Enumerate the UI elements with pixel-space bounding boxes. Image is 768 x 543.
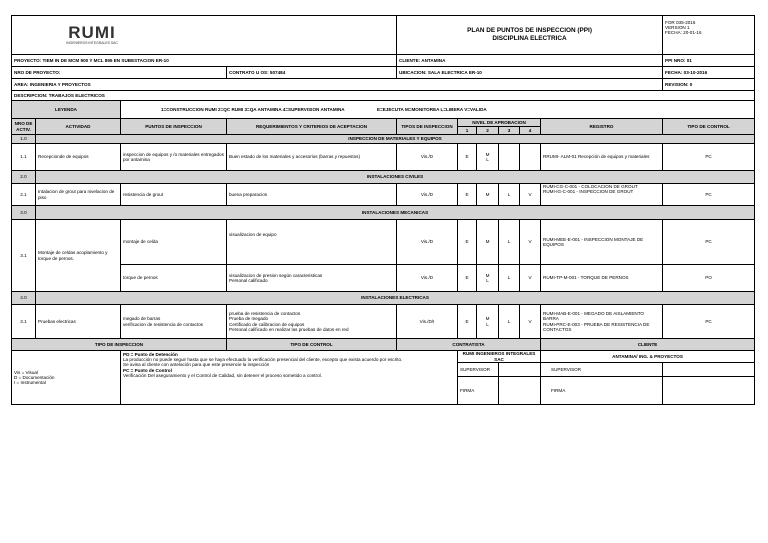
- row-control: PC: [663, 184, 755, 206]
- footer-contratista-name: RUMI INGENIEROS INTEGRALES SAC: [458, 351, 541, 363]
- section-title: INSTALACIONES CIVILES: [36, 171, 755, 184]
- contrato-field: CONTRATO U OS: 507484: [227, 67, 397, 79]
- doc-version: VERSION 1: [665, 25, 690, 31]
- company-logo: [12, 18, 172, 52]
- proyecto-field: PROYECTO: TIEM IN DE MCM 900 Y MCL 895 EN SUBESTACION ER-10: [12, 55, 397, 67]
- row-n2: M: [477, 184, 499, 206]
- row-requerimientos: buena preparacion: [227, 184, 397, 206]
- col-nivel-1: 1: [458, 127, 477, 135]
- ppi-sheet: [11, 15, 754, 405]
- cliente-firma-field[interactable]: [663, 377, 755, 405]
- row-n4: V: [520, 265, 541, 292]
- row-n3: L: [499, 220, 520, 265]
- row-puntos: resistencia de grout: [121, 184, 227, 206]
- contratista-firma-field[interactable]: [499, 377, 541, 405]
- title-line-1: PLAN DE PUNTOS DE INSPECCION (PPI): [467, 27, 592, 34]
- logo-title-cell: [12, 16, 397, 55]
- logo-subtitle: INGENIEROS INTEGRALES SAC: [66, 41, 118, 45]
- row-n3: [499, 144, 520, 171]
- doc-code: FOR 035-2016: [665, 20, 696, 25]
- doc-date: FECHA: 20-01-16: [665, 30, 702, 36]
- col-tipos: TIPOS DE INSPECCION: [397, 119, 458, 135]
- row-puntos: inspeccion de equipos y /o materiales entregados por antamina: [121, 144, 227, 171]
- footer-cliente-name: ANTAMINA/ ING. & PROYECTOS: [541, 351, 755, 363]
- ppi-table: [11, 15, 755, 405]
- pc-title: PC = Punto de Control: [123, 367, 172, 373]
- row-n3: L: [499, 305, 520, 339]
- row-n1: E: [458, 184, 477, 206]
- footer-cliente-label: CLIENTE: [541, 339, 755, 351]
- col-nivel-2: 2: [477, 127, 499, 135]
- col-actividad: ACTIVIDAD: [36, 119, 121, 135]
- row-tipo: Vis./D: [397, 144, 458, 171]
- descripcion-field: DESCRIPCION: TRABAJOS ELECTRICOS: [12, 91, 755, 101]
- section-title: INSTALACIONES MECANICAS: [36, 206, 755, 220]
- row-n4: V: [520, 305, 541, 339]
- row-actividad: Pruebas electricas: [36, 305, 121, 339]
- nro-proyecto-field: NRO DE PROYECTO:: [12, 67, 227, 79]
- cliente-field: CLIENTE: ANTAMINA: [397, 55, 663, 67]
- row-n1: E: [458, 220, 477, 265]
- pd-text: La producción no puede seguir hasta que se haya efectuado la verificación presencial del cliente, excepto que exista acuerdo por escrito. Se avisa al cliente con antelación para que este presencie la inspección: [123, 357, 403, 368]
- row-control: PC: [663, 220, 755, 265]
- col-puntos: PUNTOS DE INSPECCION: [121, 119, 227, 135]
- area-field: AREA: INGENIERIA Y PROYECTOS: [12, 79, 663, 91]
- row-n2: M L: [477, 305, 499, 339]
- section-title: INSPECCION DE MATERIALES Y EQUIPOS: [36, 135, 755, 144]
- row-requerimientos: visualizacion de equipo: [227, 220, 397, 265]
- row-n2: M L: [477, 144, 499, 171]
- pc-text: Verificación Del aseguramiento y el Control de Calidad, sin detener el proceso sometido a control.: [123, 372, 322, 378]
- footer-tipo-control-text: [121, 351, 458, 405]
- section-num: 1.0: [12, 135, 36, 144]
- row-registro: RUMI-CG-C-001 - COLOCACION DE GROUT RUMI-IG-C-001 - INSPECCION DE GROUT: [541, 184, 663, 206]
- leyenda-label: LEYENDA: [12, 101, 121, 119]
- cliente-firma-label: FIRMA: [541, 377, 663, 405]
- footer-tipo-control-label: TIPO DE CONTROL: [227, 339, 397, 351]
- row-puntos: torque de pernos: [121, 265, 227, 292]
- row-actividad: Recepcionde de equipos: [36, 144, 121, 171]
- row-tipo: Vis./D: [397, 184, 458, 206]
- leyenda-roles: 1=CONSTRUCCION RUMI 2=QC RUMI 3=QA ANTAMINA 4=SUPERVISION ANTAMINA: [161, 106, 345, 112]
- row-requerimientos: prueba de resistencia de contactos Prueba de megado Certificado de calibracion de equipos Personal calificado en realizar las pruebas de datos en red: [227, 305, 397, 339]
- title-line-2: DISCIPLINA ELECTRICA: [492, 35, 567, 42]
- ubicacion-field: UBICACION: SALA ELECTRICA ER-10: [397, 67, 663, 79]
- row-puntos: montaje de celda: [121, 220, 227, 265]
- section-title: INSTALACIONES ELECTRICAS: [36, 292, 755, 305]
- row-n1: E: [458, 305, 477, 339]
- contratista-supervisor-field[interactable]: [499, 363, 541, 377]
- page-title: [397, 16, 663, 55]
- row-control: PO: [663, 265, 755, 292]
- row-requerimientos: visualizacion de presion según caracteristicas Personal calificado: [227, 265, 397, 292]
- row-tipo: Vis./D: [397, 265, 458, 292]
- row-n2: M L: [477, 265, 499, 292]
- row-nro: 3.1: [12, 305, 36, 339]
- leyenda-text: [121, 101, 755, 119]
- footer-tipo-inspeccion-label: TIPO DE INSPECCION: [12, 339, 227, 351]
- leyenda-actions: E=EJECUTA M=MONITOREA L=LIBERA V=VALIDA: [377, 106, 487, 112]
- row-n1: E: [458, 144, 477, 171]
- row-control: PC: [663, 305, 755, 339]
- section-num: 4.0: [12, 292, 36, 305]
- pd-title: PD = Punto de Detención: [123, 352, 178, 357]
- row-control: PC: [663, 144, 755, 171]
- col-nivel-4: 4: [520, 127, 541, 135]
- row-registro: RUMI-MAB-E-001 - MEGADO DE AISLAMIENTO BARRA RUMI-PRC-E-003 - PRUEBA DE RESISTENCIA DE CONTACTOS: [541, 305, 663, 339]
- contratista-supervisor-label: SUPERVISOR: [458, 363, 499, 377]
- row-actividad: Montaje de celdas acoplamiento y torque de pernos.: [36, 220, 121, 292]
- contratista-firma-label: FIRMA: [458, 377, 499, 405]
- row-n4: [520, 144, 541, 171]
- revision-field: REVISION: 0: [663, 79, 755, 91]
- row-n2: M: [477, 220, 499, 265]
- row-n4: V: [520, 220, 541, 265]
- row-requerimientos: Buen estado de los materiales y accesorios (barras y repuestos): [227, 144, 397, 171]
- row-registro: RUMI-TP-M-001 - TORQUE DE PERNOS: [541, 265, 663, 292]
- footer-tipo-inspeccion-text: Vis = Visual D = Documentación I = Instrumental: [12, 351, 121, 405]
- row-tipo: Vis./D/I: [397, 305, 458, 339]
- row-puntos: megado de barras verificacion de resistencia de contactos: [121, 305, 227, 339]
- col-nivel-3: 3: [499, 127, 520, 135]
- row-nro: 1.1: [12, 144, 36, 171]
- col-requerimientos: REQUERIMIENTOS Y CRITERIOS DE ACEPTACION: [227, 119, 397, 135]
- row-nro: 3.1: [12, 220, 36, 292]
- row-n3: L: [499, 265, 520, 292]
- row-n1: E: [458, 265, 477, 292]
- section-num: 3.0: [12, 206, 36, 220]
- row-registro: RUMI-MEE-E-001 - INSPECCION MONTAJE DE EQUIPOS: [541, 220, 663, 265]
- row-n3: L: [499, 184, 520, 206]
- col-control: TIPO DE CONTROL: [663, 119, 755, 135]
- row-actividad: Intalacion de grout para nivelacion de piso: [36, 184, 121, 206]
- row-registro: RRUMI- ALM-01 Recepción de equipos y materiales: [541, 144, 663, 171]
- section-num: 2.0: [12, 171, 36, 184]
- fecha-field: FECHA: 03-10-2016: [663, 67, 755, 79]
- col-registro: REGISTRO: [541, 119, 663, 135]
- cliente-supervisor-field[interactable]: [663, 363, 755, 377]
- row-n4: V: [520, 184, 541, 206]
- row-nro: 2.1: [12, 184, 36, 206]
- doc-meta: [663, 16, 755, 55]
- cliente-supervisor-label: SUPERVISOR: [541, 363, 663, 377]
- row-tipo: Vis./D: [397, 220, 458, 265]
- col-nivel: NIVEL DE APROBACION: [458, 119, 541, 127]
- logo-word: RUMI: [68, 23, 116, 42]
- col-nro: NRO DE ACTIV.: [12, 119, 36, 135]
- footer-contratista-label: CONTRATISTA: [397, 339, 541, 351]
- ppi-nro-field: PPI NRO: 01: [663, 55, 755, 67]
